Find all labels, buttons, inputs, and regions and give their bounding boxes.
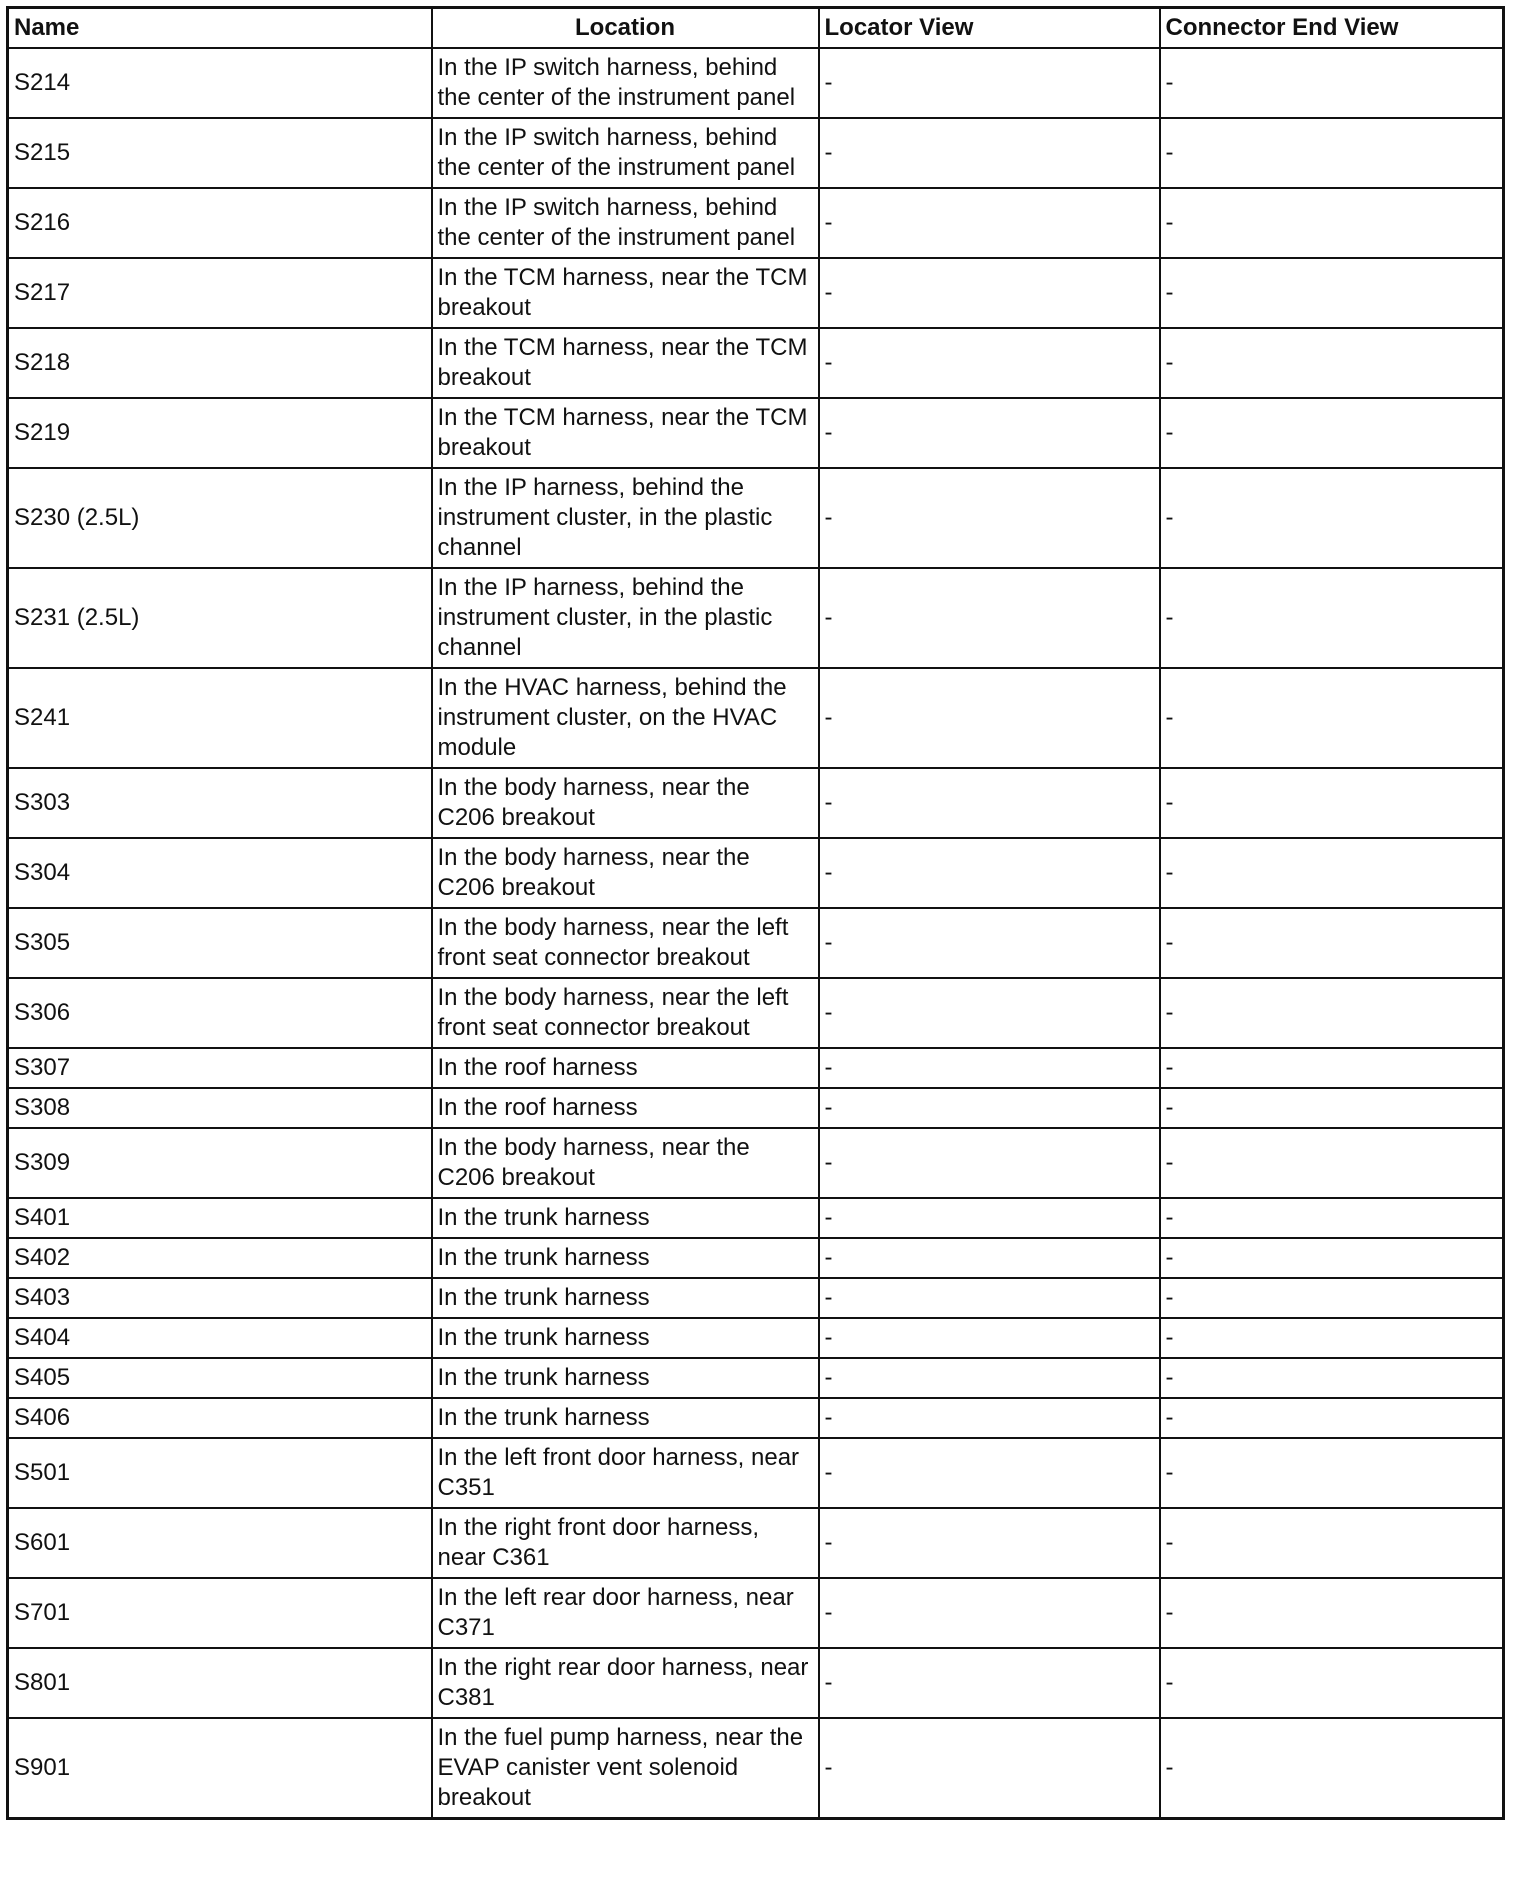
table-row	[8, 188, 1504, 258]
cell-location: In the left front door harness, near C351	[432, 1438, 819, 1508]
table-row	[8, 328, 1504, 398]
cell-connector-end-view: -	[1160, 1318, 1504, 1358]
cell-locator-view: -	[819, 1238, 1160, 1278]
table-row	[8, 978, 1504, 1048]
cell-location: In the IP harness, behind the instrument cluster, in the plastic channel	[432, 468, 819, 568]
cell-connector-end-view: -	[1160, 1048, 1504, 1088]
cell-location: In the right rear door harness, near C381	[432, 1648, 819, 1718]
table-row	[8, 258, 1504, 328]
cell-locator-view: -	[819, 118, 1160, 188]
cell-connector-end-view: -	[1160, 568, 1504, 668]
cell-location: In the fuel pump harness, near the EVAP canister vent solenoid breakout	[432, 1718, 819, 1819]
cell-name: S214	[8, 48, 432, 118]
table-row	[8, 838, 1504, 908]
cell-name: S217	[8, 258, 432, 328]
cell-name: S406	[8, 1398, 432, 1438]
table-row	[8, 1358, 1504, 1398]
cell-location: In the TCM harness, near the TCM breakout	[432, 328, 819, 398]
cell-location: In the body harness, near the left front seat connector breakout	[432, 908, 819, 978]
cell-location: In the trunk harness	[432, 1198, 819, 1238]
cell-name: S230 (2.5L)	[8, 468, 432, 568]
cell-name: S601	[8, 1508, 432, 1578]
header-location: Location	[432, 8, 819, 49]
cell-locator-view: -	[819, 1438, 1160, 1508]
table-row	[8, 398, 1504, 468]
cell-connector-end-view: -	[1160, 118, 1504, 188]
cell-connector-end-view: -	[1160, 1088, 1504, 1128]
cell-location: In the right front door harness, near C361	[432, 1508, 819, 1578]
cell-name: S219	[8, 398, 432, 468]
cell-location: In the TCM harness, near the TCM breakout	[432, 398, 819, 468]
cell-connector-end-view: -	[1160, 1648, 1504, 1718]
cell-connector-end-view: -	[1160, 1508, 1504, 1578]
cell-name: S216	[8, 188, 432, 258]
cell-locator-view: -	[819, 1578, 1160, 1648]
cell-location: In the roof harness	[432, 1088, 819, 1128]
cell-locator-view: -	[819, 768, 1160, 838]
cell-name: S901	[8, 1718, 432, 1819]
cell-connector-end-view: -	[1160, 768, 1504, 838]
cell-name: S241	[8, 668, 432, 768]
cell-name: S405	[8, 1358, 432, 1398]
cell-name: S501	[8, 1438, 432, 1508]
table-row	[8, 1088, 1504, 1128]
cell-location: In the trunk harness	[432, 1398, 819, 1438]
cell-locator-view: -	[819, 1198, 1160, 1238]
cell-locator-view: -	[819, 908, 1160, 978]
cell-connector-end-view: -	[1160, 1718, 1504, 1819]
header-locator-view: Locator View	[819, 8, 1160, 49]
cell-locator-view: -	[819, 1648, 1160, 1718]
cell-locator-view: -	[819, 838, 1160, 908]
cell-name: S701	[8, 1578, 432, 1648]
cell-name: S404	[8, 1318, 432, 1358]
table-row	[8, 568, 1504, 668]
cell-name: S402	[8, 1238, 432, 1278]
cell-name: S403	[8, 1278, 432, 1318]
cell-location: In the left rear door harness, near C371	[432, 1578, 819, 1648]
cell-locator-view: -	[819, 1508, 1160, 1578]
cell-name: S307	[8, 1048, 432, 1088]
table-body	[8, 48, 1504, 1819]
table-header	[8, 8, 1504, 49]
splice-location-document	[6, 6, 1502, 1820]
cell-location: In the IP switch harness, behind the center of the instrument panel	[432, 48, 819, 118]
table-row	[8, 1648, 1504, 1718]
table-row	[8, 1048, 1504, 1088]
cell-connector-end-view: -	[1160, 668, 1504, 768]
cell-name: S231 (2.5L)	[8, 568, 432, 668]
cell-connector-end-view: -	[1160, 468, 1504, 568]
cell-connector-end-view: -	[1160, 398, 1504, 468]
cell-connector-end-view: -	[1160, 1128, 1504, 1198]
cell-name: S401	[8, 1198, 432, 1238]
cell-name: S308	[8, 1088, 432, 1128]
cell-location: In the trunk harness	[432, 1358, 819, 1398]
cell-location: In the IP switch harness, behind the center of the instrument panel	[432, 118, 819, 188]
cell-name: S801	[8, 1648, 432, 1718]
cell-name: S303	[8, 768, 432, 838]
cell-connector-end-view: -	[1160, 48, 1504, 118]
table-row	[8, 1128, 1504, 1198]
cell-name: S305	[8, 908, 432, 978]
cell-location: In the trunk harness	[432, 1278, 819, 1318]
cell-location: In the body harness, near the C206 breakout	[432, 838, 819, 908]
table-row	[8, 1578, 1504, 1648]
table-row	[8, 668, 1504, 768]
table-row	[8, 118, 1504, 188]
cell-location: In the IP harness, behind the instrument cluster, in the plastic channel	[432, 568, 819, 668]
header-row	[8, 8, 1504, 49]
splice-location-table	[6, 6, 1505, 1820]
cell-connector-end-view: -	[1160, 1398, 1504, 1438]
cell-name: S306	[8, 978, 432, 1048]
cell-locator-view: -	[819, 258, 1160, 328]
cell-location: In the IP switch harness, behind the center of the instrument panel	[432, 188, 819, 258]
cell-connector-end-view: -	[1160, 328, 1504, 398]
table-row	[8, 468, 1504, 568]
table-row	[8, 1508, 1504, 1578]
cell-connector-end-view: -	[1160, 188, 1504, 258]
cell-connector-end-view: -	[1160, 1238, 1504, 1278]
cell-connector-end-view: -	[1160, 978, 1504, 1048]
cell-locator-view: -	[819, 328, 1160, 398]
cell-locator-view: -	[819, 978, 1160, 1048]
table-row	[8, 1238, 1504, 1278]
cell-locator-view: -	[819, 188, 1160, 258]
cell-connector-end-view: -	[1160, 1358, 1504, 1398]
cell-locator-view: -	[819, 468, 1160, 568]
table-row	[8, 1398, 1504, 1438]
cell-locator-view: -	[819, 1358, 1160, 1398]
cell-locator-view: -	[819, 398, 1160, 468]
cell-connector-end-view: -	[1160, 838, 1504, 908]
cell-locator-view: -	[819, 568, 1160, 668]
table-row	[8, 48, 1504, 118]
header-name: Name	[8, 8, 432, 49]
header-connector-end-view: Connector End View	[1160, 8, 1504, 49]
cell-location: In the body harness, near the left front seat connector breakout	[432, 978, 819, 1048]
cell-location: In the TCM harness, near the TCM breakout	[432, 258, 819, 328]
table-row	[8, 908, 1504, 978]
cell-locator-view: -	[819, 1398, 1160, 1438]
table-row	[8, 1438, 1504, 1508]
cell-name: S309	[8, 1128, 432, 1198]
cell-location: In the trunk harness	[432, 1238, 819, 1278]
cell-locator-view: -	[819, 1278, 1160, 1318]
cell-locator-view: -	[819, 1048, 1160, 1088]
table-row	[8, 1278, 1504, 1318]
cell-connector-end-view: -	[1160, 1578, 1504, 1648]
table-row	[8, 1718, 1504, 1819]
cell-locator-view: -	[819, 1718, 1160, 1819]
cell-locator-view: -	[819, 1318, 1160, 1358]
cell-locator-view: -	[819, 668, 1160, 768]
cell-connector-end-view: -	[1160, 258, 1504, 328]
cell-location: In the HVAC harness, behind the instrument cluster, on the HVAC module	[432, 668, 819, 768]
cell-name: S218	[8, 328, 432, 398]
cell-location: In the trunk harness	[432, 1318, 819, 1358]
cell-name: S304	[8, 838, 432, 908]
cell-locator-view: -	[819, 1128, 1160, 1198]
table-row	[8, 1198, 1504, 1238]
cell-locator-view: -	[819, 1088, 1160, 1128]
cell-name: S215	[8, 118, 432, 188]
cell-location: In the body harness, near the C206 breakout	[432, 768, 819, 838]
cell-connector-end-view: -	[1160, 1278, 1504, 1318]
cell-connector-end-view: -	[1160, 1198, 1504, 1238]
cell-connector-end-view: -	[1160, 1438, 1504, 1508]
cell-locator-view: -	[819, 48, 1160, 118]
table-row	[8, 1318, 1504, 1358]
table-row	[8, 768, 1504, 838]
cell-location: In the body harness, near the C206 breakout	[432, 1128, 819, 1198]
cell-location: In the roof harness	[432, 1048, 819, 1088]
cell-connector-end-view: -	[1160, 908, 1504, 978]
